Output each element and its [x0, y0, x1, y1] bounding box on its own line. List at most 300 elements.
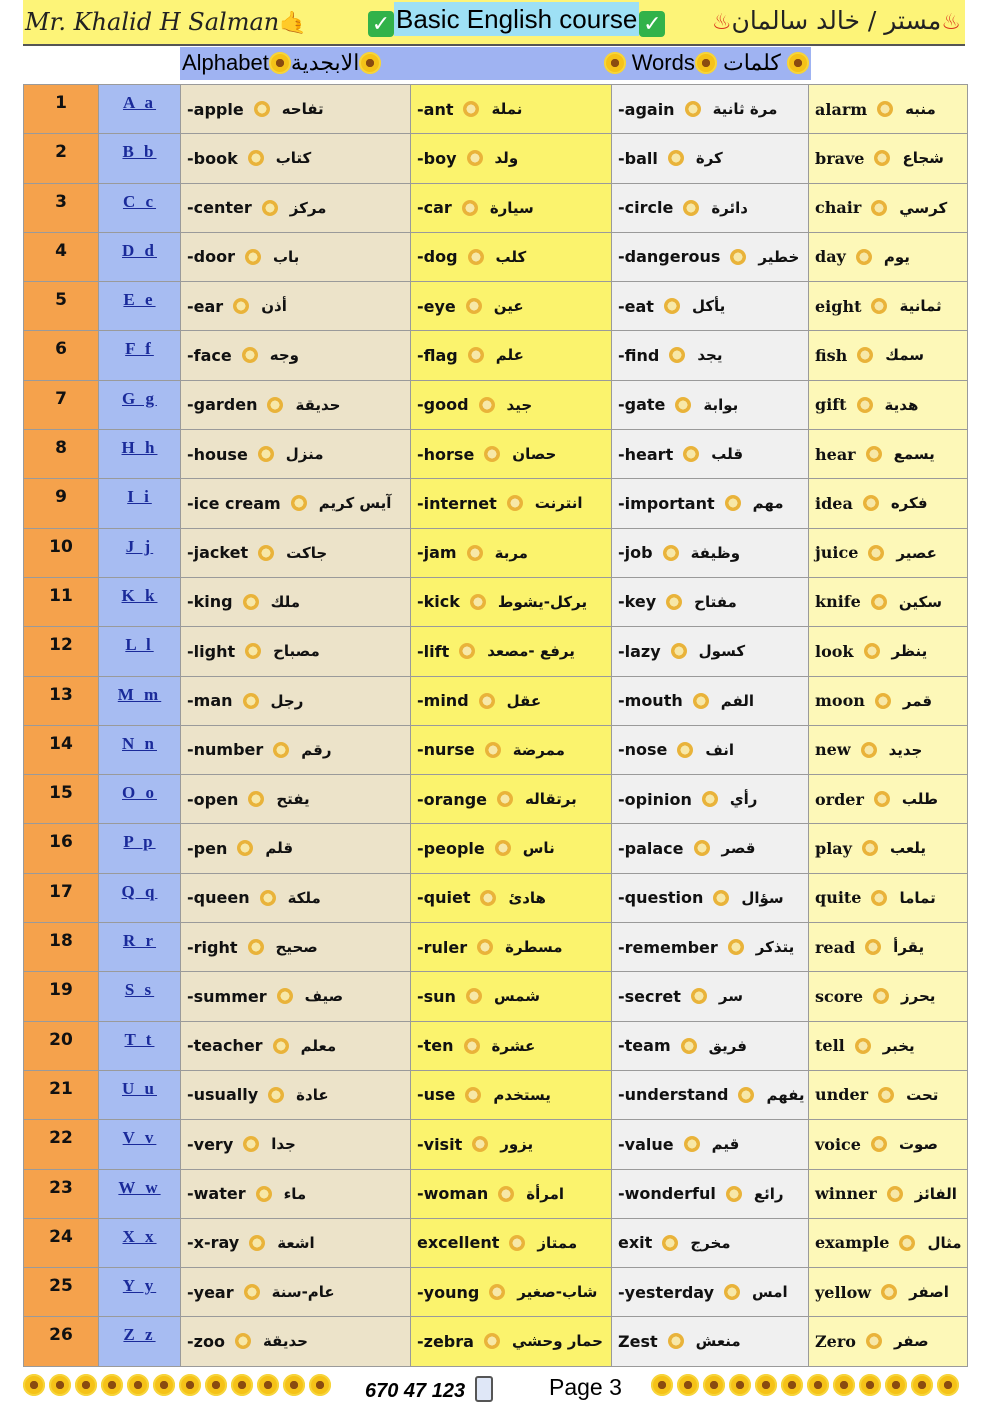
row-number: 11	[24, 577, 99, 626]
arabic-translation: مفتاح	[694, 592, 737, 611]
word-cell	[612, 1317, 809, 1366]
english-word: -palace	[618, 838, 684, 858]
arabic-translation: هدية	[884, 395, 919, 414]
sun-icon	[857, 347, 873, 363]
word-cell	[809, 1070, 968, 1119]
english-word: hear	[815, 444, 856, 464]
word-cell	[612, 1218, 809, 1267]
arabic-translation: يخبر	[882, 1036, 915, 1055]
sun-icon	[258, 545, 274, 561]
arabic-translation: عين	[493, 297, 524, 316]
row-number: 8	[24, 430, 99, 479]
table-row	[24, 676, 968, 725]
row-number: 17	[24, 873, 99, 922]
sun-icon	[871, 890, 887, 906]
word-cell	[809, 1218, 968, 1267]
sunflower-icon	[75, 1374, 97, 1396]
english-word: voice	[815, 1134, 861, 1154]
english-word: -zoo	[187, 1331, 225, 1351]
word-cell	[411, 725, 612, 774]
table-row	[24, 923, 968, 972]
arabic-translation: قلم	[265, 839, 294, 858]
english-word: -water	[187, 1184, 246, 1204]
english-word: -eat	[618, 296, 654, 316]
english-word: -ice cream	[187, 493, 281, 513]
sun-icon	[664, 298, 680, 314]
word-cell	[612, 479, 809, 528]
letter-pair: Z z	[123, 1325, 156, 1345]
sun-icon	[498, 1186, 514, 1202]
letter-pair: W w	[118, 1177, 161, 1197]
sunflower-icon	[127, 1374, 149, 1396]
alphabet-letter	[99, 873, 181, 922]
sunflower-icon	[604, 52, 626, 74]
sun-icon	[683, 200, 699, 216]
english-word: -queen	[187, 888, 250, 908]
sun-icon	[244, 1284, 260, 1300]
arabic-translation: عشرة	[491, 1036, 536, 1055]
sun-icon	[468, 249, 484, 265]
table-row	[24, 232, 968, 281]
english-word: -visit	[417, 1134, 463, 1154]
english-word: -important	[618, 493, 715, 513]
word-cell	[181, 1268, 411, 1317]
sun-icon	[468, 347, 484, 363]
word-cell	[612, 528, 809, 577]
row-number: 6	[24, 331, 99, 380]
sun-icon	[677, 742, 693, 758]
arabic-translation: رقم	[301, 740, 332, 759]
english-word: Zero	[815, 1331, 856, 1351]
english-word: -find	[618, 345, 660, 365]
word-cell	[411, 1169, 612, 1218]
column-group-header	[180, 47, 811, 80]
sun-icon	[875, 693, 891, 709]
alphabet-letter	[99, 923, 181, 972]
word-cell	[411, 1218, 612, 1267]
alphabet-letter	[99, 775, 181, 824]
letter-pair: O o	[122, 783, 157, 803]
english-word: -kick	[417, 592, 460, 612]
arabic-translation: الفم	[720, 691, 755, 710]
arabic-translation: مثال	[927, 1233, 962, 1252]
sun-icon	[857, 397, 873, 413]
sun-icon	[868, 545, 884, 561]
letter-pair: V v	[122, 1128, 157, 1148]
sun-icon	[863, 495, 879, 511]
table-row	[24, 528, 968, 577]
letter-pair: J j	[125, 536, 154, 556]
alphabet-letter	[99, 430, 181, 479]
english-word: -ruler	[417, 937, 468, 957]
word-cell	[181, 1120, 411, 1169]
alphabet-letter	[99, 134, 181, 183]
table-row	[24, 1021, 968, 1070]
english-word: -value	[618, 1134, 674, 1154]
word-cell	[612, 923, 809, 972]
letter-pair: X x	[122, 1226, 157, 1246]
sun-icon	[467, 150, 483, 166]
table-row	[24, 1169, 968, 1218]
arabic-translation: جدا	[271, 1135, 296, 1154]
table-row	[24, 282, 968, 331]
sun-icon	[235, 1333, 251, 1349]
word-cell	[181, 282, 411, 331]
english-word: exit	[618, 1233, 653, 1253]
english-word: -young	[417, 1282, 480, 1302]
row-number: 3	[24, 183, 99, 232]
english-word: -ten	[417, 1036, 454, 1056]
english-word: yellow	[815, 1282, 872, 1302]
arabic-translation: مخرج	[690, 1233, 731, 1252]
word-cell	[809, 528, 968, 577]
word-cell	[809, 873, 968, 922]
sunflower-icon	[729, 1374, 751, 1396]
arabic-translation: تماما	[899, 888, 936, 907]
sun-icon	[267, 397, 283, 413]
row-number: 1	[24, 85, 99, 134]
word-cell	[612, 824, 809, 873]
sunflower-icon	[695, 52, 717, 74]
word-cell	[612, 873, 809, 922]
sun-icon	[256, 1186, 272, 1202]
sun-icon	[713, 890, 729, 906]
sun-icon	[262, 200, 278, 216]
arabic-translation: يزور	[500, 1135, 534, 1154]
alphabet-letter	[99, 1218, 181, 1267]
sun-icon	[681, 1038, 697, 1054]
sun-icon	[466, 298, 482, 314]
alphabet-letter	[99, 972, 181, 1021]
sun-icon	[691, 988, 707, 1004]
arabic-translation: برتقاله	[525, 790, 577, 809]
sun-icon	[683, 446, 699, 462]
arabic-translation: اشعة	[277, 1233, 315, 1252]
arabic-translation: يسمع	[893, 445, 935, 464]
sun-icon	[291, 495, 307, 511]
word-cell	[411, 528, 612, 577]
word-cell	[411, 380, 612, 429]
arabic-translation: وظيفة	[690, 543, 741, 562]
arabic-translation: قلب	[711, 445, 744, 464]
arabic-translation: مربة	[494, 543, 528, 562]
word-cell	[181, 577, 411, 626]
word-cell	[411, 1021, 612, 1070]
word-cell	[612, 183, 809, 232]
alphabet-letter	[99, 577, 181, 626]
english-word: -circle	[618, 198, 674, 218]
english-word: -king	[187, 592, 233, 612]
word-cell	[411, 1120, 612, 1169]
word-cell	[411, 824, 612, 873]
word-cell	[612, 725, 809, 774]
arabic-translation: ممتاز	[537, 1233, 578, 1252]
english-word: -very	[187, 1134, 234, 1154]
word-cell	[411, 134, 612, 183]
arabic-translation: كسول	[698, 642, 746, 661]
arabic-translation: رجل	[270, 691, 304, 710]
sun-icon	[855, 1038, 871, 1054]
sun-icon	[248, 150, 264, 166]
english-word: -open	[187, 789, 239, 809]
sun-icon	[662, 1235, 678, 1251]
word-cell	[809, 282, 968, 331]
sunflower-icon	[179, 1374, 201, 1396]
arabic-translation: تفاحه	[281, 100, 324, 118]
arabic-translation: ماء	[283, 1184, 307, 1203]
letter-pair: S s	[124, 980, 155, 1000]
word-cell	[809, 331, 968, 380]
word-cell	[809, 1021, 968, 1070]
word-cell	[411, 775, 612, 824]
word-cell	[411, 282, 612, 331]
sun-icon	[277, 988, 293, 1004]
table-row	[24, 380, 968, 429]
author-name-english: Mr. Khalid H Salman🤙	[25, 8, 307, 36]
arabic-translation: ينظر	[891, 642, 928, 661]
table-row	[24, 775, 968, 824]
english-word: -sun	[417, 986, 456, 1006]
english-word: -ball	[618, 148, 658, 168]
sun-icon	[466, 988, 482, 1004]
table-row	[24, 134, 968, 183]
english-word: -pen	[187, 838, 228, 858]
word-cell	[411, 577, 612, 626]
sun-icon	[237, 840, 253, 856]
word-cell	[612, 85, 809, 134]
english-word: -yesterday	[618, 1282, 715, 1302]
row-number: 21	[24, 1070, 99, 1119]
english-word: idea	[815, 493, 853, 513]
arabic-translation: صحيح	[275, 938, 318, 957]
sun-icon	[726, 1186, 742, 1202]
alphabet-letter	[99, 528, 181, 577]
english-word: -center	[187, 198, 252, 218]
sunflower-icon	[23, 1374, 45, 1396]
letter-pair: D d	[122, 240, 157, 260]
sunflower-icon	[283, 1374, 305, 1396]
row-number: 24	[24, 1218, 99, 1267]
alphabet-letter	[99, 1120, 181, 1169]
arabic-translation: مرة ثانية	[712, 100, 778, 118]
letter-pair: H h	[121, 438, 158, 458]
arabic-translation: جديد	[888, 740, 923, 759]
word-cell	[181, 676, 411, 725]
english-word: gift	[815, 395, 847, 415]
arabic-translation: هادئ	[508, 888, 546, 907]
sunflower-icon	[859, 1374, 881, 1396]
english-word: -secret	[618, 986, 681, 1006]
row-number: 13	[24, 676, 99, 725]
english-word: -right	[187, 937, 238, 957]
row-number: 12	[24, 627, 99, 676]
table-row	[24, 85, 968, 134]
sun-icon	[861, 742, 877, 758]
arabic-translation: يقرأ	[893, 938, 925, 957]
word-cell	[181, 85, 411, 134]
letter-pair: K k	[121, 585, 158, 605]
word-cell	[181, 725, 411, 774]
sunflower-icon	[755, 1374, 777, 1396]
word-cell	[612, 627, 809, 676]
row-number: 26	[24, 1317, 99, 1366]
arabic-translation: سكين	[898, 592, 942, 611]
word-cell	[181, 430, 411, 479]
arabic-translation: سيارة	[489, 198, 534, 217]
sunflower-icon	[257, 1374, 279, 1396]
arabic-translation: اصفر	[909, 1283, 949, 1302]
arabic-translation: مصباح	[273, 642, 320, 661]
letter-pair: P p	[123, 832, 156, 852]
english-word: -eye	[417, 296, 456, 316]
letter-pair: G g	[122, 388, 157, 408]
english-word: -woman	[417, 1184, 489, 1204]
letter-pair: T t	[124, 1029, 155, 1049]
english-word: order	[815, 789, 864, 809]
letter-pair: A a	[122, 93, 157, 112]
sun-icon	[465, 1087, 481, 1103]
sun-icon	[248, 791, 264, 807]
sun-icon	[684, 1136, 700, 1152]
word-cell	[809, 1268, 968, 1317]
table-row	[24, 1218, 968, 1267]
word-cell	[181, 528, 411, 577]
word-cell	[411, 676, 612, 725]
sun-icon	[899, 1235, 915, 1251]
english-word: -flag	[417, 345, 458, 365]
check-mark-icon: ✓	[639, 11, 665, 37]
english-word: chair	[815, 198, 862, 218]
word-cell	[411, 923, 612, 972]
english-word: -light	[187, 641, 236, 661]
sunflower-icon	[153, 1374, 175, 1396]
english-word: -opinion	[618, 789, 692, 809]
word-cell	[181, 1169, 411, 1218]
letter-pair: B b	[122, 142, 157, 162]
sun-icon	[459, 643, 475, 659]
letter-pair: Y y	[122, 1276, 157, 1296]
sun-icon	[260, 890, 276, 906]
arabic-translation: فكره	[890, 494, 928, 513]
table-row	[24, 725, 968, 774]
word-cell	[612, 577, 809, 626]
alphabet-letter	[99, 380, 181, 429]
word-cell	[181, 183, 411, 232]
arabic-translation: حمار وحشي	[511, 1332, 603, 1351]
english-word: -summer	[187, 986, 267, 1006]
table-row	[24, 577, 968, 626]
sun-icon	[245, 643, 261, 659]
english-word: -usually	[187, 1085, 259, 1105]
sun-icon	[728, 939, 744, 955]
sun-icon	[873, 988, 889, 1004]
english-word: -dog	[417, 247, 458, 267]
sun-icon	[484, 1333, 500, 1349]
sun-icon	[864, 643, 880, 659]
arabic-translation: دائرة	[711, 198, 748, 217]
word-cell	[411, 331, 612, 380]
sun-icon	[668, 150, 684, 166]
alphabet-letter	[99, 479, 181, 528]
word-cell	[411, 627, 612, 676]
sunflower-icon	[807, 1374, 829, 1396]
english-word: -understand	[618, 1085, 729, 1105]
row-number: 4	[24, 232, 99, 281]
english-word: -book	[187, 148, 238, 168]
row-number: 9	[24, 479, 99, 528]
words-heading: Words كلمات	[604, 50, 809, 76]
letter-pair: C c	[122, 191, 157, 211]
english-word: -horse	[417, 444, 475, 464]
sunflower-icon	[677, 1374, 699, 1396]
letter-pair: R r	[122, 931, 157, 951]
row-number: 10	[24, 528, 99, 577]
sun-icon	[495, 840, 511, 856]
arabic-translation: عادة	[296, 1085, 329, 1104]
english-word: -nose	[618, 740, 668, 760]
english-word: -question	[618, 888, 704, 908]
row-number: 5	[24, 282, 99, 331]
word-cell	[612, 1120, 809, 1169]
word-cell	[809, 1120, 968, 1169]
english-word: -garden	[187, 395, 258, 415]
letter-pair: I i	[127, 487, 152, 507]
row-number: 15	[24, 775, 99, 824]
sun-icon	[242, 347, 258, 363]
english-word: -internet	[417, 493, 497, 513]
call-me-hand-icon: 🤙	[279, 11, 307, 36]
arabic-translation: يركل-يشوط	[497, 592, 588, 611]
alphabet-letter	[99, 232, 181, 281]
arabic-translation: يرفع -مصعد	[487, 642, 575, 661]
sun-icon	[509, 1235, 525, 1251]
row-number: 14	[24, 725, 99, 774]
english-word: winner	[815, 1184, 877, 1204]
word-cell	[612, 134, 809, 183]
arabic-translation: امرأة	[526, 1184, 565, 1203]
sunflower-icon	[269, 52, 291, 74]
letter-pair: Q q	[121, 881, 158, 901]
word-cell	[612, 1070, 809, 1119]
english-word: knife	[815, 592, 861, 612]
sun-icon	[479, 693, 495, 709]
english-word: -again	[618, 99, 675, 119]
sun-icon	[871, 200, 887, 216]
arabic-translation: حديقة	[295, 395, 341, 414]
sunflower-icon	[309, 1374, 331, 1396]
sunflower-icon	[703, 1374, 725, 1396]
sun-icon	[693, 693, 709, 709]
alphabet-letter	[99, 85, 181, 134]
sun-icon	[268, 1087, 284, 1103]
arabic-translation: مسطرة	[505, 938, 563, 957]
row-number: 7	[24, 380, 99, 429]
sun-icon	[871, 594, 887, 610]
english-word: -heart	[618, 444, 674, 464]
row-number: 22	[24, 1120, 99, 1169]
word-cell	[809, 627, 968, 676]
alphabet-letter	[99, 282, 181, 331]
arabic-translation: صيف	[304, 987, 344, 1006]
sun-icon	[675, 397, 691, 413]
word-cell	[809, 1317, 968, 1366]
sun-icon	[477, 939, 493, 955]
sun-icon	[668, 1333, 684, 1349]
sun-icon	[738, 1087, 754, 1103]
word-cell	[809, 923, 968, 972]
word-cell	[612, 972, 809, 1021]
english-word: -team	[618, 1036, 671, 1056]
